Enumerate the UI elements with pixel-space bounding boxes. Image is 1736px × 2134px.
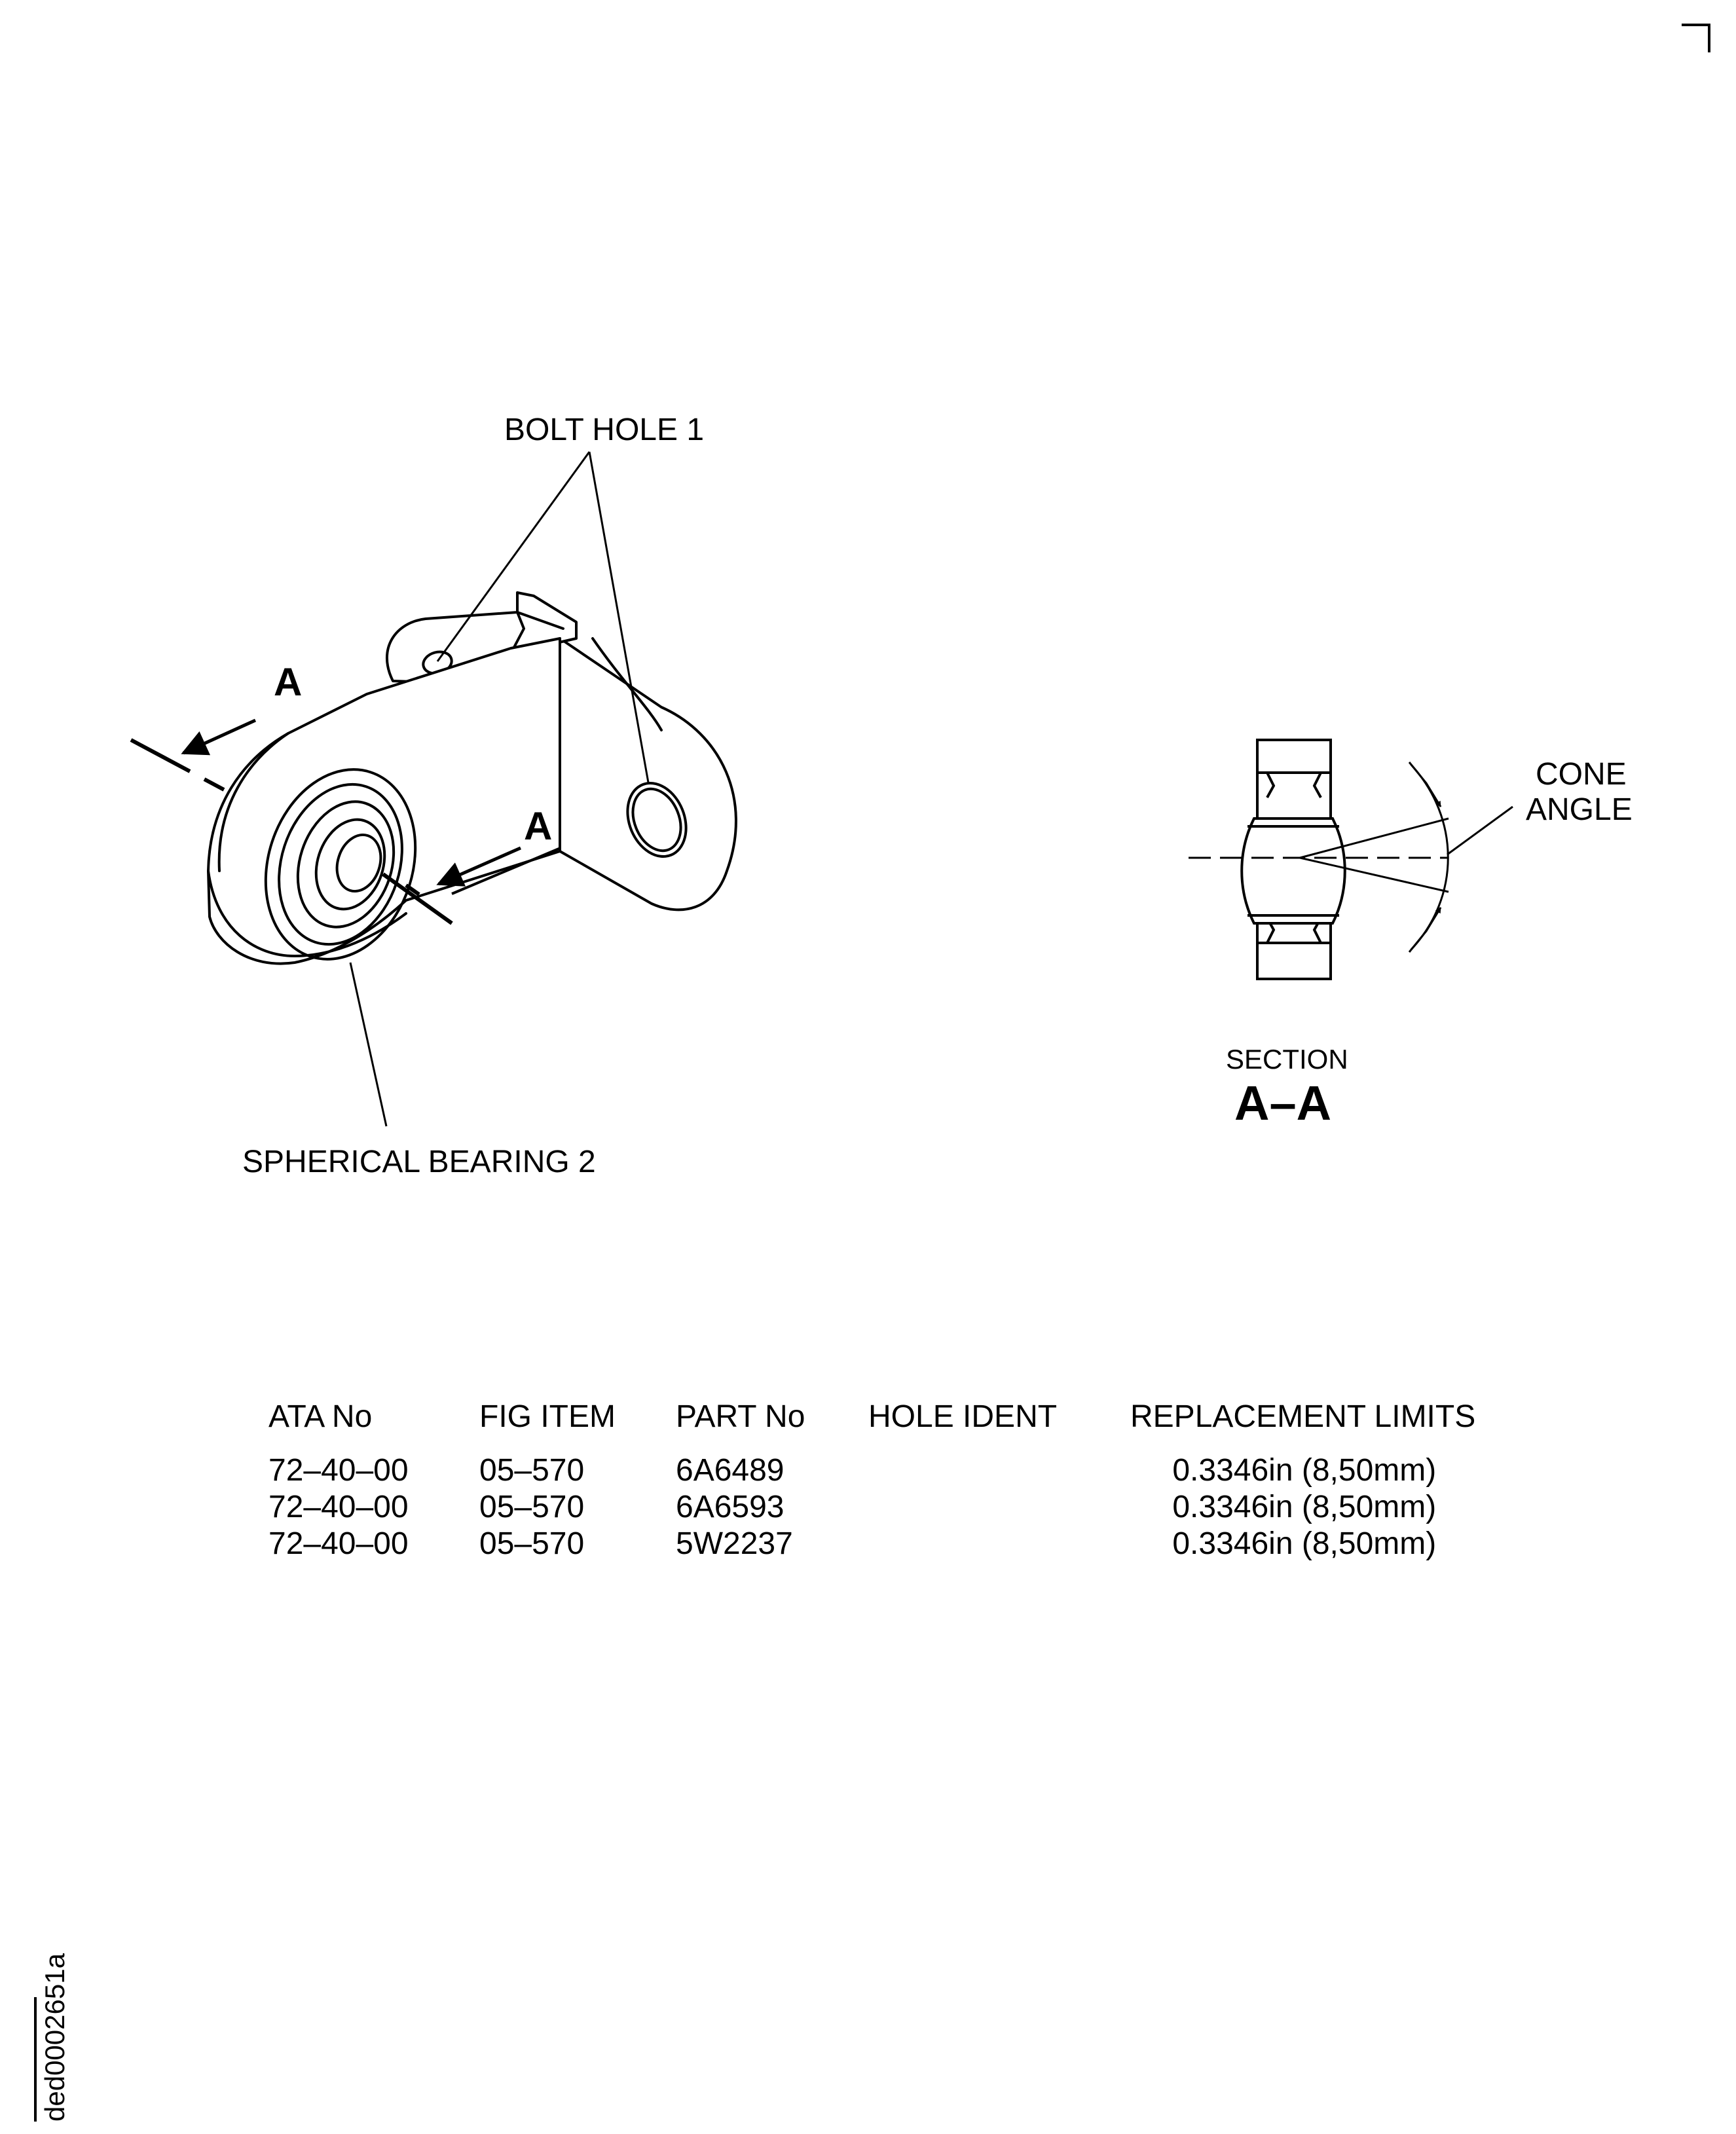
- header-fig-item: FIG ITEM: [479, 1399, 616, 1434]
- replacement-limits-table: [268, 1401, 1475, 1565]
- header-limits: REPLACEMENT LIMITS: [1130, 1399, 1476, 1434]
- cone-angle-label-1: CONE: [1536, 757, 1627, 792]
- cell-part: 6A6489: [676, 1453, 785, 1488]
- header-hole-ident: HOLE IDENT: [868, 1399, 1058, 1434]
- cell-fig-item: 05–570: [479, 1526, 585, 1561]
- section-marker-a-upper: A: [274, 660, 303, 704]
- corner-crop-mark: [1682, 25, 1709, 52]
- cell-part: 5W2237: [676, 1526, 793, 1561]
- cell-ata: 72–40–00: [268, 1526, 409, 1561]
- cone-angle-label-2: ANGLE: [1526, 792, 1633, 827]
- reference-code: ded0002651a: [39, 1953, 70, 2122]
- table-row: [268, 1492, 1475, 1528]
- bracket-plate: [208, 638, 560, 964]
- table-header-row: [268, 1401, 1475, 1455]
- cell-part: 6A6593: [676, 1490, 785, 1524]
- cell-ata: 72–40–00: [268, 1490, 409, 1524]
- reference-bracket-mark: [34, 1997, 37, 2122]
- cell-ata: 72–40–00: [268, 1453, 409, 1488]
- header-part: PART No: [676, 1399, 805, 1434]
- section-marker-a-lower: A: [524, 804, 553, 848]
- bracket-flange: [560, 638, 736, 910]
- ball: [1242, 819, 1345, 923]
- bracket-illustration: [208, 593, 736, 979]
- table-row: [268, 1455, 1475, 1492]
- section-name: A–A: [1234, 1076, 1332, 1130]
- table-row: [268, 1528, 1475, 1565]
- cell-hole-ident: [868, 1492, 1130, 1528]
- bolt-hole-label: BOLT HOLE 1: [504, 413, 705, 447]
- cell-fig-item: 05–570: [479, 1453, 585, 1488]
- spherical-bearing-label: SPHERICAL BEARING 2: [242, 1145, 596, 1179]
- cell-hole-ident: [868, 1528, 1130, 1565]
- cell-hole-ident: [868, 1455, 1130, 1492]
- cell-fig-item: 05–570: [479, 1490, 585, 1524]
- cell-limits: 0.3346in (8,50mm): [1172, 1490, 1437, 1524]
- section-aa-drawing: [1189, 740, 1449, 979]
- header-ata: ATA No: [268, 1399, 373, 1434]
- cell-limits: 0.3346in (8,50mm): [1172, 1526, 1437, 1561]
- section-word: SECTION: [1226, 1044, 1348, 1075]
- cell-limits: 0.3346in (8,50mm): [1172, 1453, 1437, 1488]
